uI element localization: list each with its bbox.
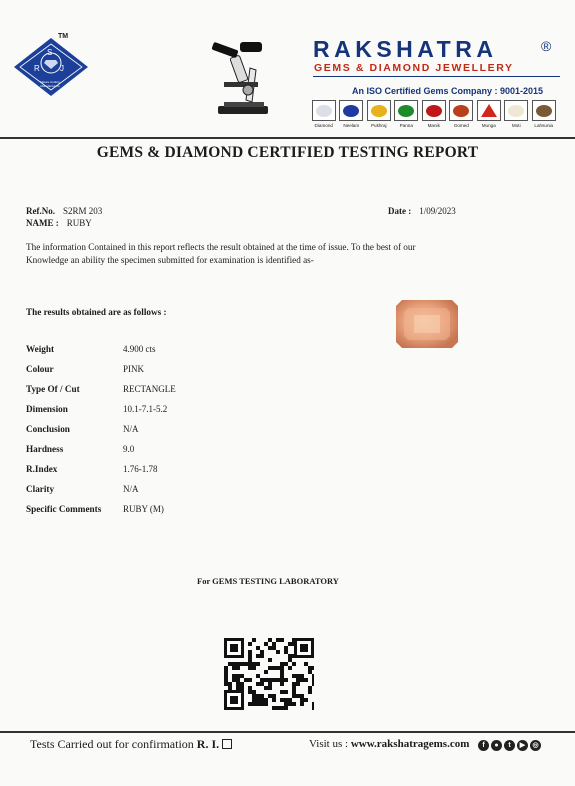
brand-subtitle: GEMS & DIAMOND JEWELLERY: [314, 62, 514, 74]
gem-thumbnail: [422, 100, 446, 121]
website-url: www.rakshatragems.com: [350, 738, 470, 750]
intro-paragraph: [26, 241, 556, 267]
date-value: 1/09/2023: [419, 206, 456, 216]
gem-thumbnail: [394, 100, 418, 121]
gem-label: Diamond: [314, 123, 333, 128]
spec-value: 1.76-1.78: [123, 464, 158, 474]
spec-value: N/A: [123, 484, 139, 494]
gem-icon: [343, 105, 359, 117]
stone-name: [26, 213, 92, 231]
gem-thumbnail: [532, 100, 556, 121]
gem-label: Moti: [511, 123, 521, 128]
gem-label: Munga: [481, 123, 496, 128]
instagram-icon[interactable]: ◎: [530, 740, 541, 751]
gem-thumbnail: [477, 100, 501, 121]
spec-value: 4.900 cts: [123, 344, 156, 354]
gem-label: Lahsunia: [534, 123, 554, 128]
visit-label: Visit us :: [309, 738, 349, 750]
gem-icon: [316, 105, 332, 117]
intro-line: The information Contained in this report reflects the result obtained at the time of issue. To the best of our: [26, 242, 416, 252]
spec-label: Specific Comments: [26, 504, 102, 514]
gem-icon: [398, 105, 414, 117]
brand-underline: [313, 76, 560, 77]
gemstone-strip: [311, 100, 557, 128]
spec-label: Hardness: [26, 444, 64, 454]
gem-thumbnail: [339, 100, 363, 121]
youtube-icon[interactable]: ▶: [517, 740, 528, 751]
gem-item: [531, 100, 557, 128]
spec-value: PINK: [123, 364, 145, 374]
gem-label: Panna: [399, 123, 413, 128]
website-line: [309, 738, 469, 750]
spec-label: Type Of / Cut: [26, 384, 80, 394]
tests-text: Tests Carried out for confirmation: [30, 737, 194, 751]
logo-letter-j: J: [60, 64, 64, 73]
logo-letter-r: R: [34, 64, 40, 73]
twitter-icon[interactable]: t: [504, 740, 515, 751]
lab-signature: For GEMS TESTING LABORATORY: [197, 576, 339, 586]
gem-thumbnail: [367, 100, 391, 121]
name-value: RUBY: [66, 218, 92, 228]
report-title: GEMS & DIAMOND CERTIFIED TESTING REPORT: [96, 144, 479, 161]
gem-thumbnail: [312, 100, 336, 121]
gem-icon: [508, 105, 524, 117]
trademark-mark: TM: [58, 33, 69, 40]
name-label: NAME :: [26, 218, 59, 228]
qr-code: [224, 638, 314, 710]
intro-line: Knowledge an ability the specimen submitted for examination is identified as-: [26, 255, 314, 265]
ref-value: S2RM 203: [63, 206, 103, 216]
spec-value: N/A: [123, 424, 139, 434]
date-label: Date :: [388, 206, 412, 216]
spec-label: R.Index: [26, 464, 58, 474]
gem-icon: [426, 105, 442, 117]
srj-logo: [12, 36, 90, 98]
footer-divider: [0, 731, 575, 733]
gem-item: [339, 100, 365, 128]
spec-label: Weight: [26, 344, 55, 354]
logo-tagline: Nature Cutting Manufacturers: [40, 80, 60, 88]
iso-certification: An ISO Certified Gems Company : 9001-2015: [352, 86, 544, 96]
spec-label: Conclusion: [26, 424, 70, 434]
gem-label: Manik: [427, 123, 440, 128]
gem-item: [394, 100, 420, 128]
gem-icon: [453, 105, 469, 117]
spec-label: Dimension: [26, 404, 68, 414]
tests-note: [30, 737, 232, 752]
gem-thumbnail: [504, 100, 528, 121]
gem-item: [366, 100, 392, 128]
gem-thumbnail: [449, 100, 473, 121]
report-date: [388, 201, 456, 219]
gem-label: Neelam: [343, 123, 360, 128]
header-divider: [0, 137, 575, 139]
ref-label: Ref.No.: [26, 206, 55, 216]
gem-label: Gomed: [453, 123, 469, 128]
spec-value: RECTANGLE: [123, 384, 176, 394]
spec-label: Clarity: [26, 484, 55, 494]
tests-code: R. I.: [196, 737, 220, 751]
spec-value: 10.1-7.1-5.2: [123, 404, 168, 414]
gem-item: [449, 100, 475, 128]
social-icons: [478, 740, 541, 751]
whatsapp-icon[interactable]: ●: [491, 740, 502, 751]
gem-item: [421, 100, 447, 128]
spec-value: RUBY (M): [123, 504, 164, 514]
spec-label: Colour: [26, 364, 54, 374]
facebook-icon[interactable]: f: [478, 740, 489, 751]
ruby-stone-photo: [394, 298, 460, 350]
gem-item: [476, 100, 502, 128]
microscope-icon: [210, 40, 276, 116]
spec-value: 9.0: [123, 444, 135, 454]
results-heading: The results obtained are as follows :: [26, 307, 167, 317]
gem-label: Pukhraj: [370, 123, 387, 128]
registered-mark: ®: [541, 38, 552, 54]
gem-icon: [481, 104, 497, 117]
gem-icon: [371, 105, 387, 117]
gem-icon: [536, 105, 552, 117]
checkbox-icon: [222, 739, 232, 749]
brand-name: RAKSHATRA: [313, 36, 498, 62]
logo-letter-s: S: [47, 48, 53, 57]
gem-item: [504, 100, 530, 128]
gem-item: [311, 100, 337, 128]
